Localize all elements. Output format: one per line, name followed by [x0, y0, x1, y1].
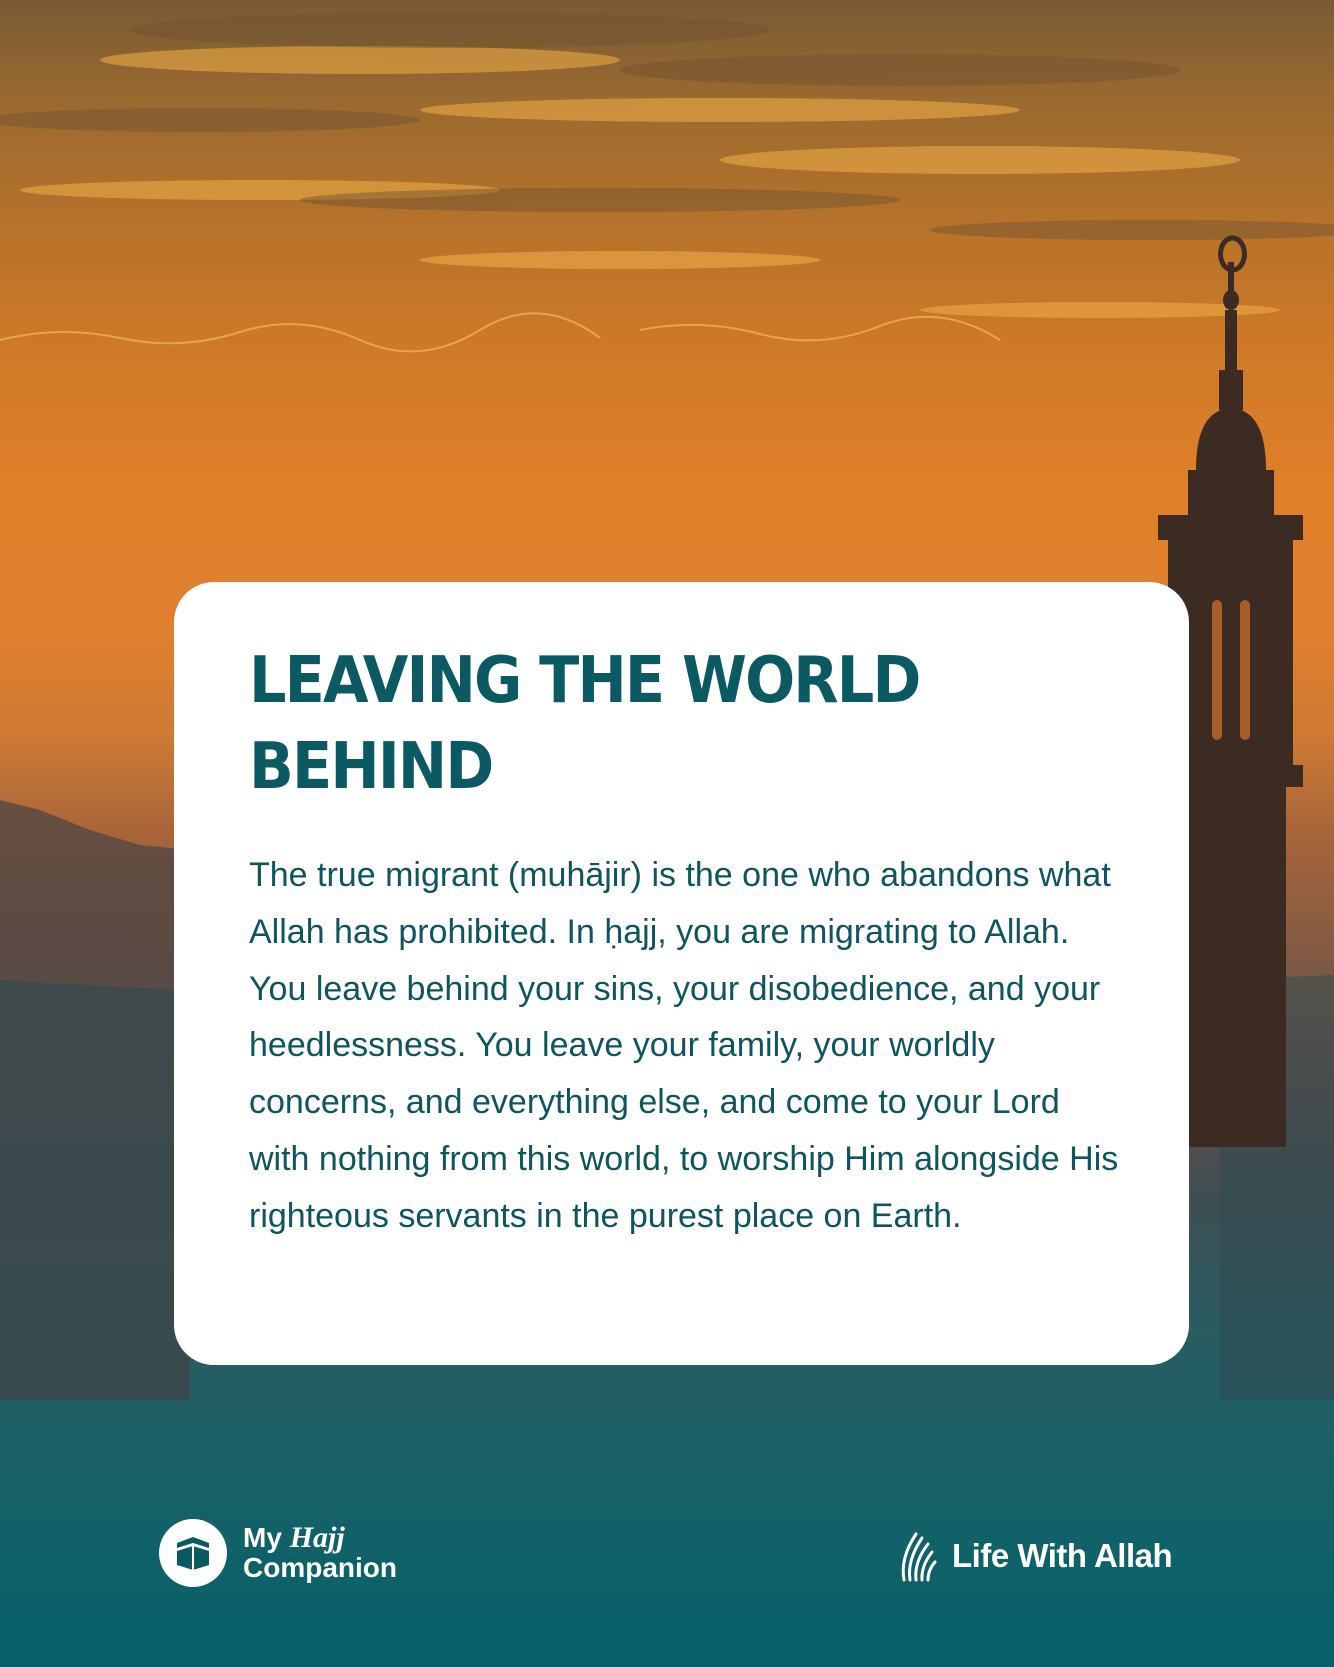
brand-hajj: Hajj	[289, 1521, 345, 1554]
life-with-allah-logo	[898, 1528, 1172, 1584]
quote-card	[174, 582, 1189, 1365]
brand-my: My	[243, 1522, 282, 1553]
my-hajj-companion-wordmark	[243, 1523, 397, 1583]
feather-leaf-icon	[898, 1528, 938, 1584]
card-body-text: The true migrant (muhājir) is the one who abandons what Allah has prohibited. In ḥajj, you are migrating to Allah. You leave behind your sins, your disobedience, and your heedlessness. You leave your family, your worldly concerns, and everything else, and come to your Lord with nothing from this world, to worship Him alongside His righteous servants in the purest place on Earth.	[249, 856, 1119, 1235]
brand-companion: Companion	[243, 1552, 397, 1583]
my-hajj-companion-logo	[159, 1518, 397, 1588]
card-title: LEAVING THE WORLD BEHIND	[249, 644, 920, 804]
life-with-allah-wordmark: Life With Allah	[952, 1537, 1173, 1574]
kaaba-icon	[159, 1519, 227, 1587]
